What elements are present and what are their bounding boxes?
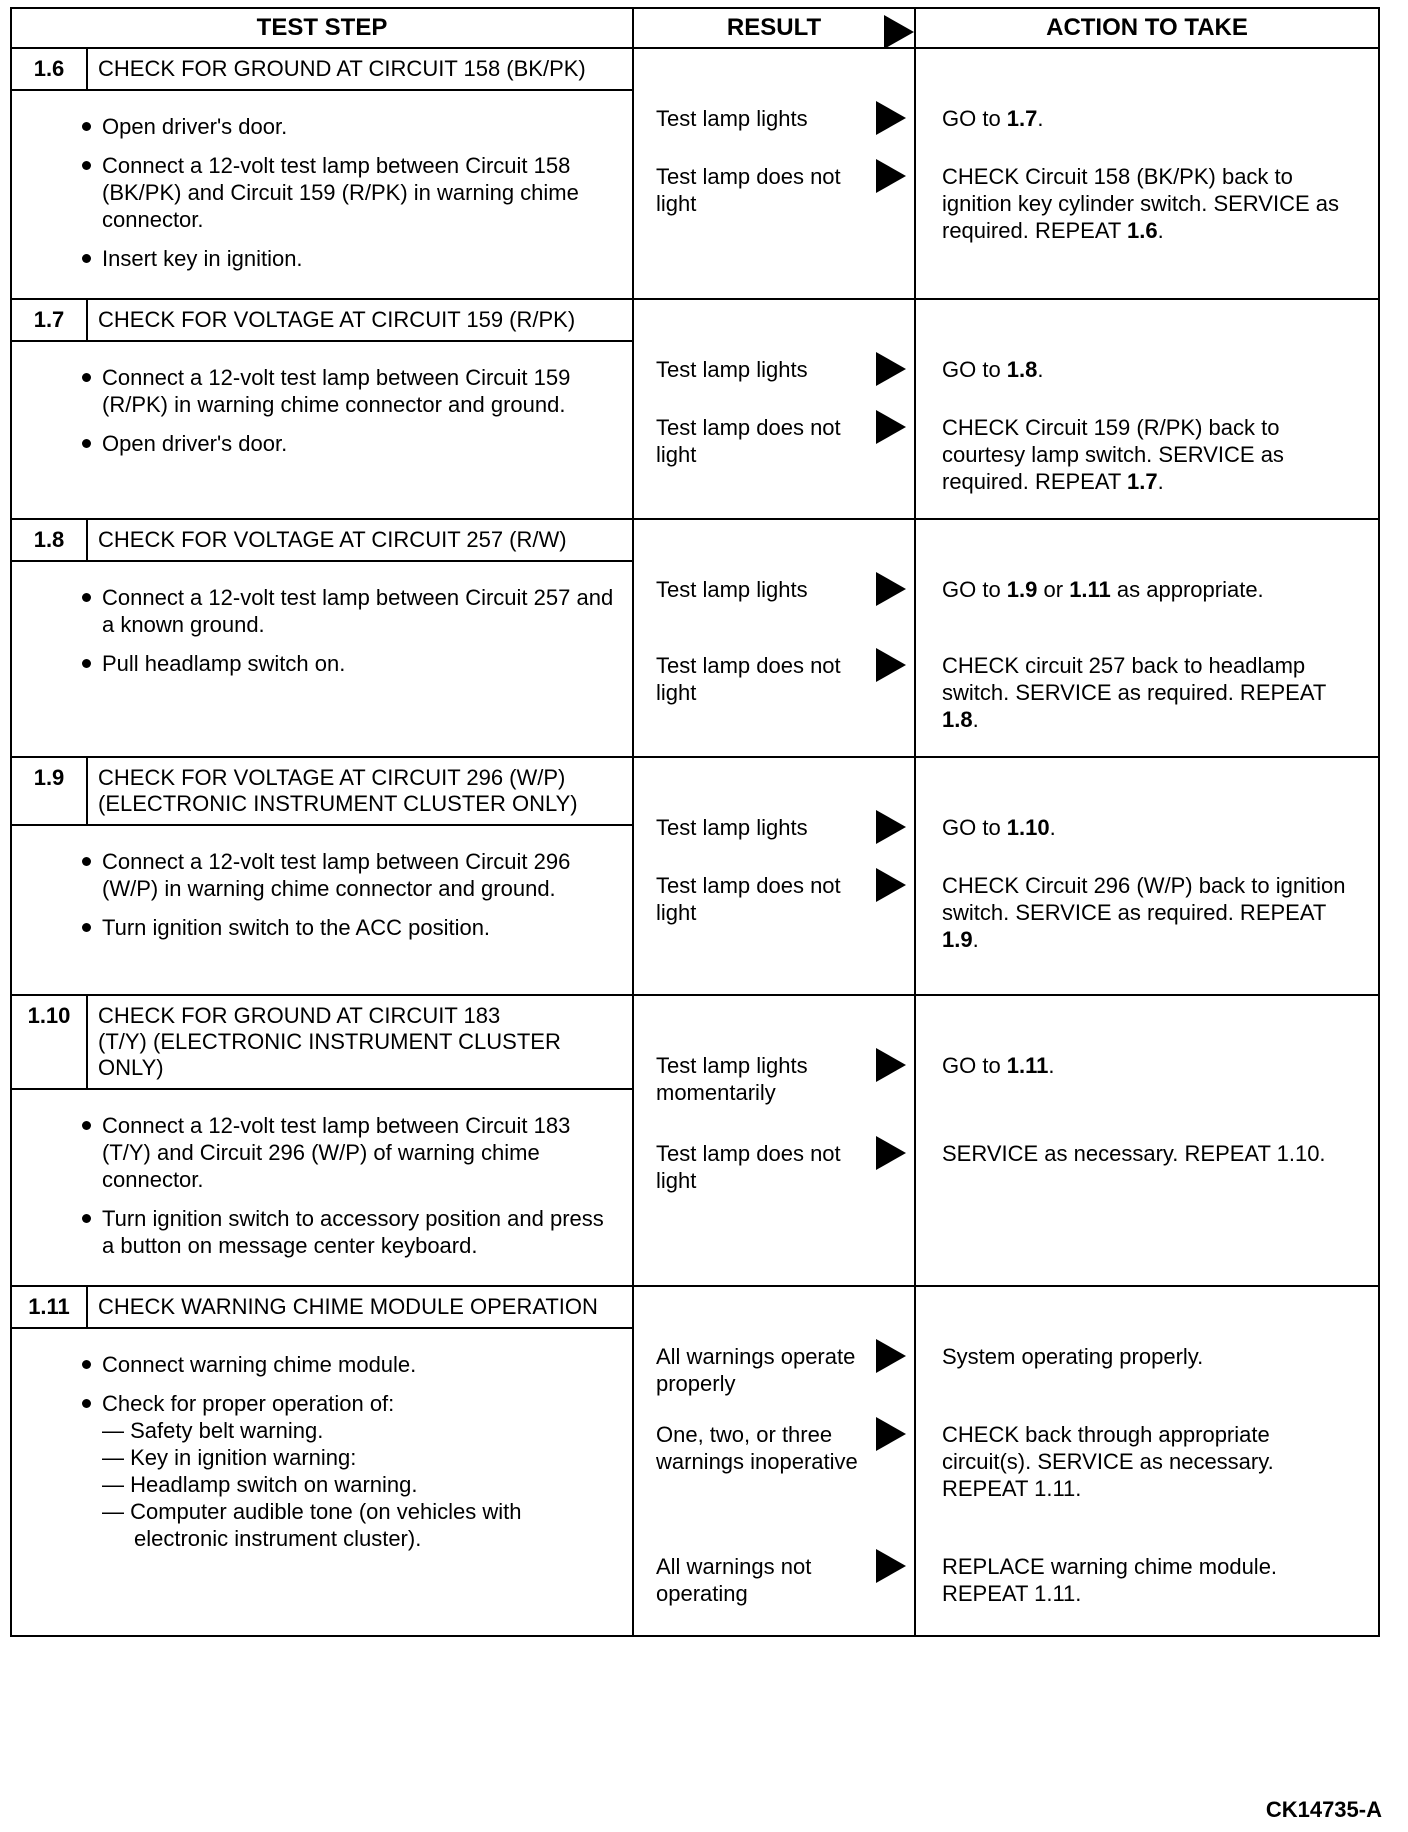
arrow-right-icon	[876, 410, 906, 444]
action-text: System operating properly.	[942, 1344, 1204, 1369]
action-text: CHECK circuit 257 back to headlamp switch. SERVICE as required. REPEAT 1.8.	[942, 653, 1326, 732]
arrow-right-icon	[876, 572, 906, 606]
step-number: 1.10	[12, 996, 88, 1088]
action-cell	[915, 519, 1379, 757]
step-header	[12, 996, 632, 1090]
action-cell	[915, 48, 1379, 299]
result-text: Test lamp does not light	[656, 873, 841, 925]
test-step-cell	[11, 1286, 633, 1636]
step-title-line: (ELECTRONIC INSTRUMENT CLUSTER ONLY)	[98, 791, 578, 816]
test-step-cell	[11, 519, 633, 757]
step-body	[12, 562, 632, 703]
step-instruction: Turn ignition switch to the ACC position.	[102, 914, 618, 941]
test-step-cell	[11, 299, 633, 519]
arrow-right-icon	[876, 1048, 906, 1082]
step-title	[88, 1287, 632, 1327]
step-instruction: Connect a 12-volt test lamp between Circuit 159 (R/PK) in warning chime connector and ground.	[102, 364, 618, 418]
diagnostic-table	[10, 7, 1380, 1637]
result-text: All warnings not operating	[656, 1554, 812, 1606]
action-text: SERVICE as necessary. REPEAT 1.10.	[942, 1141, 1326, 1166]
action-text: GO to 1.7.	[942, 106, 1044, 131]
step-instruction: Connect a 12-volt test lamp between Circuit 296 (W/P) in warning chime connector and ground.	[102, 848, 618, 902]
step-body	[12, 1329, 632, 1566]
test-procedure-document	[10, 7, 1378, 1637]
header-result	[633, 8, 915, 48]
step-header	[12, 520, 632, 562]
action-cell	[915, 757, 1379, 995]
result-text: Test lamp does not light	[656, 1141, 841, 1193]
step-number: 1.9	[12, 758, 88, 824]
step-header	[12, 300, 632, 342]
test-step-cell	[11, 757, 633, 995]
step-title	[88, 49, 632, 89]
step-instruction: Insert key in ignition.	[102, 245, 618, 272]
step-instruction: Open driver's door.	[102, 113, 618, 140]
step-header	[12, 49, 632, 91]
arrow-right-icon	[876, 1136, 906, 1170]
check-item: — Safety belt warning.	[102, 1418, 324, 1443]
header-result-label: RESULT	[726, 14, 822, 41]
result-cell	[633, 757, 915, 995]
result-text: Test lamp does not light	[656, 653, 841, 705]
step-number: 1.7	[12, 300, 88, 340]
step-instruction: Open driver's door.	[102, 430, 618, 457]
result-text: Test lamp does not light	[656, 164, 841, 216]
action-cell	[915, 1286, 1379, 1636]
action-text: GO to 1.11.	[942, 1053, 1055, 1078]
step-title	[88, 996, 632, 1088]
arrow-right-icon	[884, 15, 914, 49]
step-title-line: CHECK FOR GROUND AT CIRCUIT 158 (BK/PK)	[98, 56, 586, 81]
header-test-step: TEST STEP	[11, 8, 633, 48]
step-instruction: Connect a 12-volt test lamp between Circuit 257 and a known ground.	[102, 584, 618, 638]
result-cell	[633, 299, 915, 519]
step-row	[11, 48, 1379, 299]
header-action: ACTION TO TAKE	[915, 8, 1379, 48]
step-header	[12, 1287, 632, 1329]
result-text: Test lamp lights	[656, 357, 808, 382]
result-cell	[633, 48, 915, 299]
arrow-right-icon	[876, 868, 906, 902]
step-body	[12, 826, 632, 967]
test-step-cell	[11, 48, 633, 299]
step-number: 1.8	[12, 520, 88, 560]
arrow-right-icon	[876, 810, 906, 844]
step-row	[11, 1286, 1379, 1636]
check-item: — Key in ignition warning:	[102, 1445, 357, 1470]
test-step-cell	[11, 995, 633, 1286]
step-instruction: Turn ignition switch to accessory position and press a button on message center keyboard.	[102, 1205, 618, 1259]
step-instruction: Connect a 12-volt test lamp between Circuit 158 (BK/PK) and Circuit 159 (R/PK) in warning chime connector.	[102, 152, 618, 233]
action-text: CHECK Circuit 296 (W/P) back to ignition switch. SERVICE as required. REPEAT 1.9.	[942, 873, 1346, 952]
arrow-right-icon	[876, 648, 906, 682]
result-cell	[633, 519, 915, 757]
action-cell	[915, 299, 1379, 519]
result-text: Test lamp does not light	[656, 415, 841, 467]
step-title	[88, 758, 632, 824]
step-title-line: CHECK WARNING CHIME MODULE OPERATION	[98, 1294, 598, 1319]
action-text: GO to 1.10.	[942, 815, 1056, 840]
result-text: Test lamp lights	[656, 815, 808, 840]
step-instruction: Pull headlamp switch on.	[102, 650, 618, 677]
step-header	[12, 758, 632, 826]
arrow-right-icon	[876, 1339, 906, 1373]
step-body	[12, 342, 632, 483]
step-instruction: Connect warning chime module.	[102, 1351, 618, 1378]
result-cell	[633, 1286, 915, 1636]
step-row	[11, 519, 1379, 757]
arrow-right-icon	[876, 352, 906, 386]
action-cell	[915, 995, 1379, 1286]
figure-code: CK14735-A	[1265, 1797, 1382, 1822]
arrow-right-icon	[876, 1417, 906, 1451]
step-row	[11, 299, 1379, 519]
result-cell	[633, 995, 915, 1286]
step-title-line: CHECK FOR VOLTAGE AT CIRCUIT 159 (R/PK)	[98, 307, 576, 332]
arrow-right-icon	[876, 159, 906, 193]
step-body	[12, 1090, 632, 1285]
step-title-line: CHECK FOR GROUND AT CIRCUIT 183	[98, 1003, 501, 1028]
action-text: GO to 1.9 or 1.11 as appropriate.	[942, 577, 1264, 602]
step-instruction: Check for proper operation of:	[102, 1390, 618, 1417]
result-text: All warnings operate properly	[656, 1344, 856, 1396]
action-text: GO to 1.8.	[942, 357, 1044, 382]
step-number: 1.11	[12, 1287, 88, 1327]
step-row	[11, 757, 1379, 995]
step-body	[12, 91, 632, 298]
step-number: 1.6	[12, 49, 88, 89]
result-text: Test lamp lights momentarily	[656, 1053, 808, 1105]
action-text: CHECK back through appropriate circuit(s). SERVICE as necessary. REPEAT 1.11.	[942, 1422, 1274, 1501]
step-instruction: Connect a 12-volt test lamp between Circuit 183 (T/Y) and Circuit 296 (W/P) of warning chime connector.	[102, 1112, 618, 1193]
action-text: REPLACE warning chime module. REPEAT 1.11.	[942, 1554, 1278, 1606]
step-title	[88, 520, 632, 560]
result-text: Test lamp lights	[656, 577, 808, 602]
step-title	[88, 300, 632, 340]
action-text: CHECK Circuit 158 (BK/PK) back to ignition key cylinder switch. SERVICE as required. REPEAT 1.6.	[942, 164, 1339, 243]
step-title-line: (T/Y) (ELECTRONIC INSTRUMENT CLUSTER ONLY)	[98, 1029, 561, 1080]
action-text: CHECK Circuit 159 (R/PK) back to courtesy lamp switch. SERVICE as required. REPEAT 1.7.	[942, 415, 1284, 494]
step-row	[11, 995, 1379, 1286]
result-text: Test lamp lights	[656, 106, 808, 131]
check-item: — Computer audible tone (on vehicles with electronic instrument cluster).	[102, 1499, 522, 1551]
arrow-right-icon	[876, 101, 906, 135]
result-text: One, two, or three warnings inoperative	[656, 1422, 858, 1474]
arrow-right-icon	[876, 1549, 906, 1583]
step-title-line: CHECK FOR VOLTAGE AT CIRCUIT 257 (R/W)	[98, 527, 567, 552]
check-item: — Headlamp switch on warning.	[102, 1472, 418, 1497]
step-title-line: CHECK FOR VOLTAGE AT CIRCUIT 296 (W/P)	[98, 765, 566, 790]
